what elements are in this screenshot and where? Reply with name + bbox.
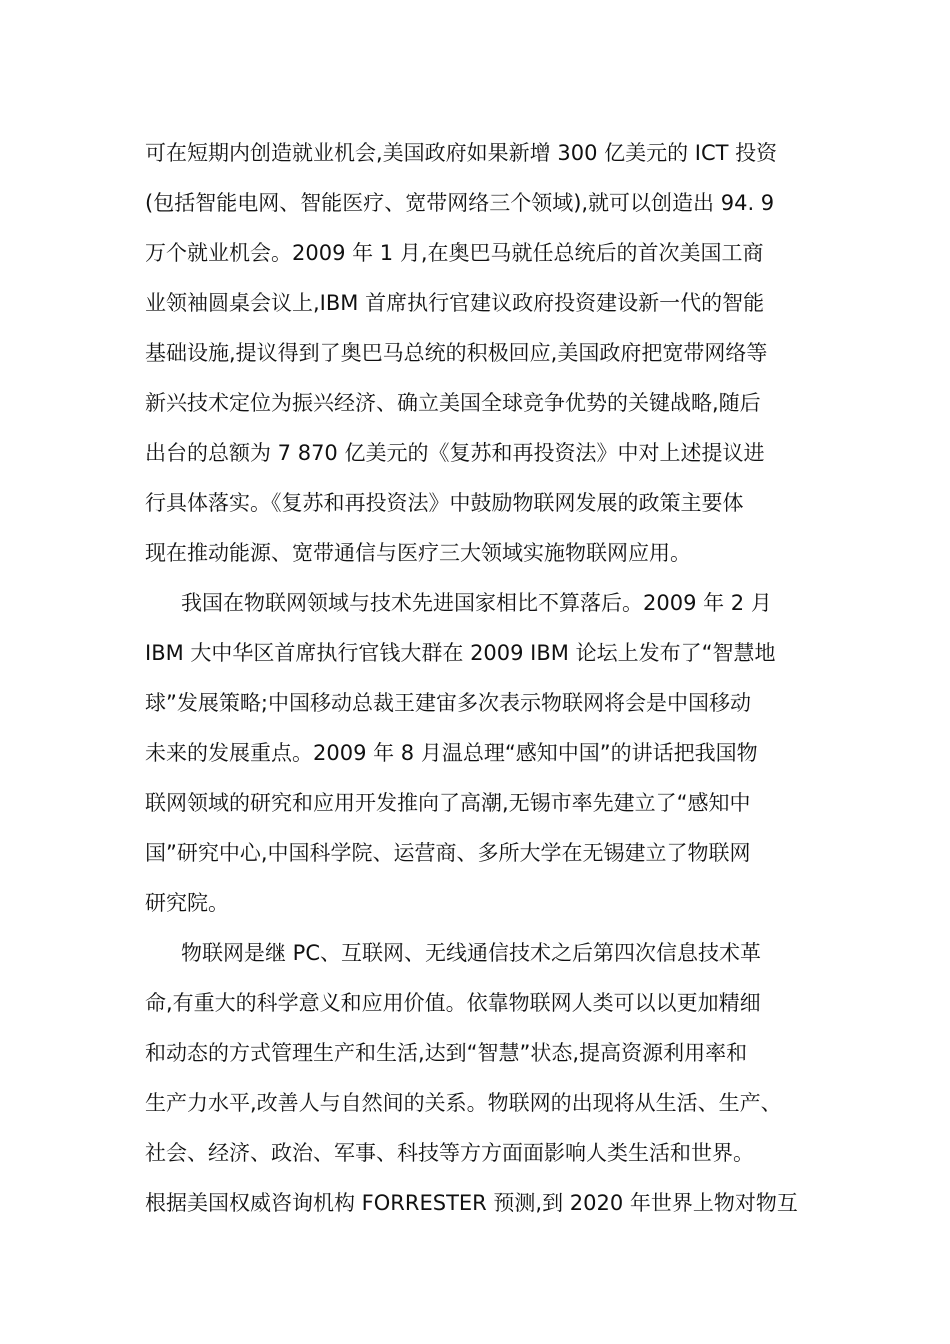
text-line: 命,有重大的科学意义和应用价值。依靠物联网人类可以以更加精细 [145,991,761,1015]
text-line: 研究院。 [145,891,229,915]
text-line: 未来的发展重点。2009 年 8 月温总理“感知中国”的讲话把我国物 [145,741,758,765]
text-line: 我国在物联网领域与技术先进国家相比不算落后。2009 年 2 月 [181,591,772,615]
text-line: 和动态的方式管理生产和生活,达到“智慧”状态,提高资源利用率和 [145,1041,748,1065]
text-line: 万个就业机会。2009 年 1 月,在奥巴马就任总统后的首次美国工商 [145,241,764,265]
text-line: 球”发展策略;中国移动总裁王建宙多次表示物联网将会是中国移动 [145,691,751,715]
text-line: 联网领域的研究和应用开发推向了高潮,无锡市率先建立了“感知中 [145,791,751,815]
text-line: 行具体落实。《复苏和再投资法》中鼓励物联网发展的政策主要体 [145,491,744,515]
text-line: 社会、经济、政治、军事、科技等方方面面影响人类生活和世界。 [145,1141,754,1165]
text-line: 国”研究中心,中国科学院、运营商、多所大学在无锡建立了物联网 [145,841,751,865]
text-line: 可在短期内创造就业机会,美国政府如果新增 300 亿美元的 ICT 投资 [145,141,778,165]
paragraph-china-iot [145,578,810,928]
text-line: 业领袖圆桌会议上,IBM 首席执行官建议政府投资建设新一代的智能 [145,291,765,315]
text-line: 生产力水平,改善人与自然间的关系。物联网的出现将从生活、生产、 [145,1091,782,1115]
text-line: 新兴技术定位为振兴经济、确立美国全球竞争优势的关键战略,随后 [145,391,761,415]
paragraph-us-stimulus [145,128,810,578]
text-line: 现在推动能源、宽带通信与医疗三大领域实施物联网应用。 [145,541,691,565]
text-line: IBM 大中华区首席执行官钱大群在 2009 IBM 论坛上发布了“智慧地 [145,641,776,665]
text-line: 根据美国权威咨询机构 FORRESTER 预测,到 2020 年世界上物对物互 [145,1191,798,1215]
paragraph-iot-significance [145,928,810,1228]
text-line: (包括智能电网、智能医疗、宽带网络三个领域),就可以创造出 94. 9 [145,191,775,215]
text-line: 物联网是继 PC、互联网、无线通信技术之后第四次信息技术革 [181,941,761,965]
text-line: 基础设施,提议得到了奥巴马总统的积极回应,美国政府把宽带网络等 [145,341,768,365]
document-body [145,128,810,1228]
text-line: 出台的总额为 7 870 亿美元的《复苏和再投资法》中对上述提议进 [145,441,765,465]
